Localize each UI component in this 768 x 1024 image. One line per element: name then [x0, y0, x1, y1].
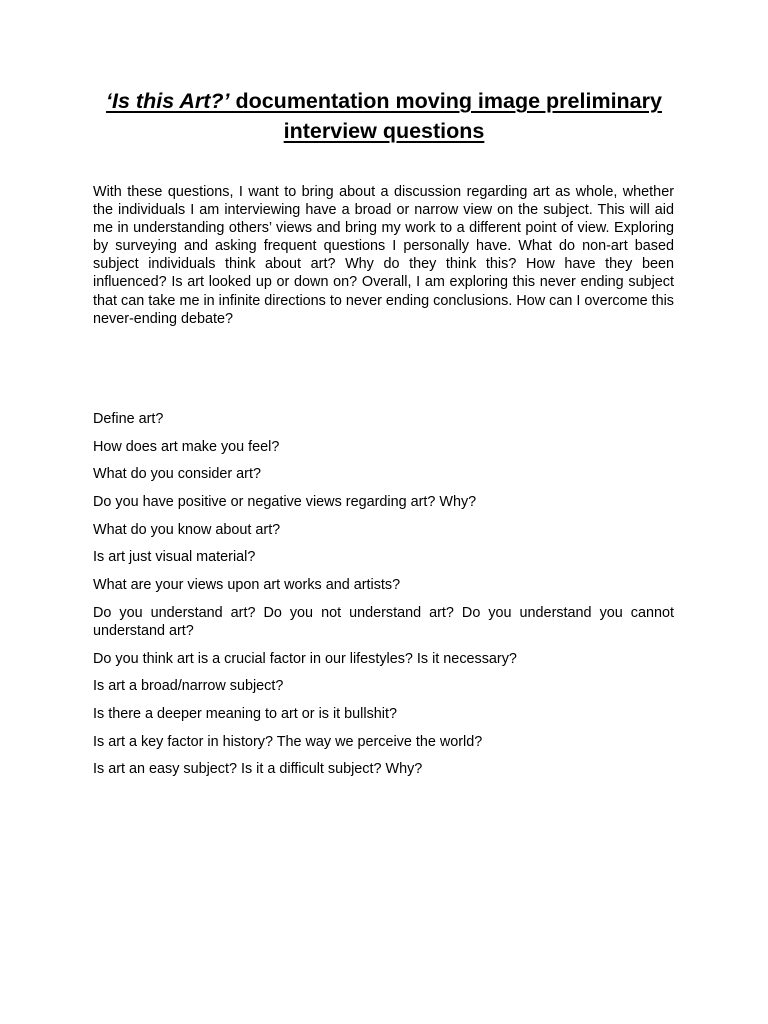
question-item: What do you consider art?: [93, 466, 261, 483]
document-title: [60, 86, 708, 146]
intro-paragraph: With these questions, I want to bring about a discussion regarding art as whole, whether the individuals I am interviewing have a broad or narrow view on the subject. This will aid me in understanding others’ views and bring my work to a different point of view. Exploring by surveying and asking frequent questions I personally have. What do non-art based subject individuals think about art? Why do they think this? How have they been influenced? Is art looked up or down on? Overall, I am exploring this never ending subject that can take me in infinite directions to never ending conclusions. How can I overcome this never-ending debate?: [93, 184, 674, 327]
question-item: Is art just visual material?: [93, 549, 256, 566]
question-item: What do you know about art?: [93, 521, 281, 538]
question-item: Is art a broad/narrow subject?: [93, 678, 284, 695]
question-item: Is art a key factor in history? The way we perceive the world?: [93, 733, 483, 750]
question-item: Is there a deeper meaning to art or is it bullshit?: [93, 705, 397, 722]
question-item: Do you have positive or negative views regarding art? Why?: [93, 494, 477, 511]
title-main-part: documentation moving image preliminary interview questions: [229, 89, 662, 143]
title-italic-part: ‘Is this Art?’: [106, 89, 230, 113]
question-item: Do you think art is a crucial factor in our lifestyles? Is it necessary?: [93, 650, 517, 667]
question-item: What are your views upon art works and artists?: [93, 577, 401, 594]
question-item: Define art?: [93, 411, 164, 427]
question-item: Is art an easy subject? Is it a difficult subject? Why?: [93, 761, 423, 778]
question-list: [93, 410, 674, 788]
question-item: Do you understand art? Do you not understand art? Do you understand you cannot understand art?: [93, 604, 674, 639]
question-item: How does art make you feel?: [93, 438, 280, 455]
